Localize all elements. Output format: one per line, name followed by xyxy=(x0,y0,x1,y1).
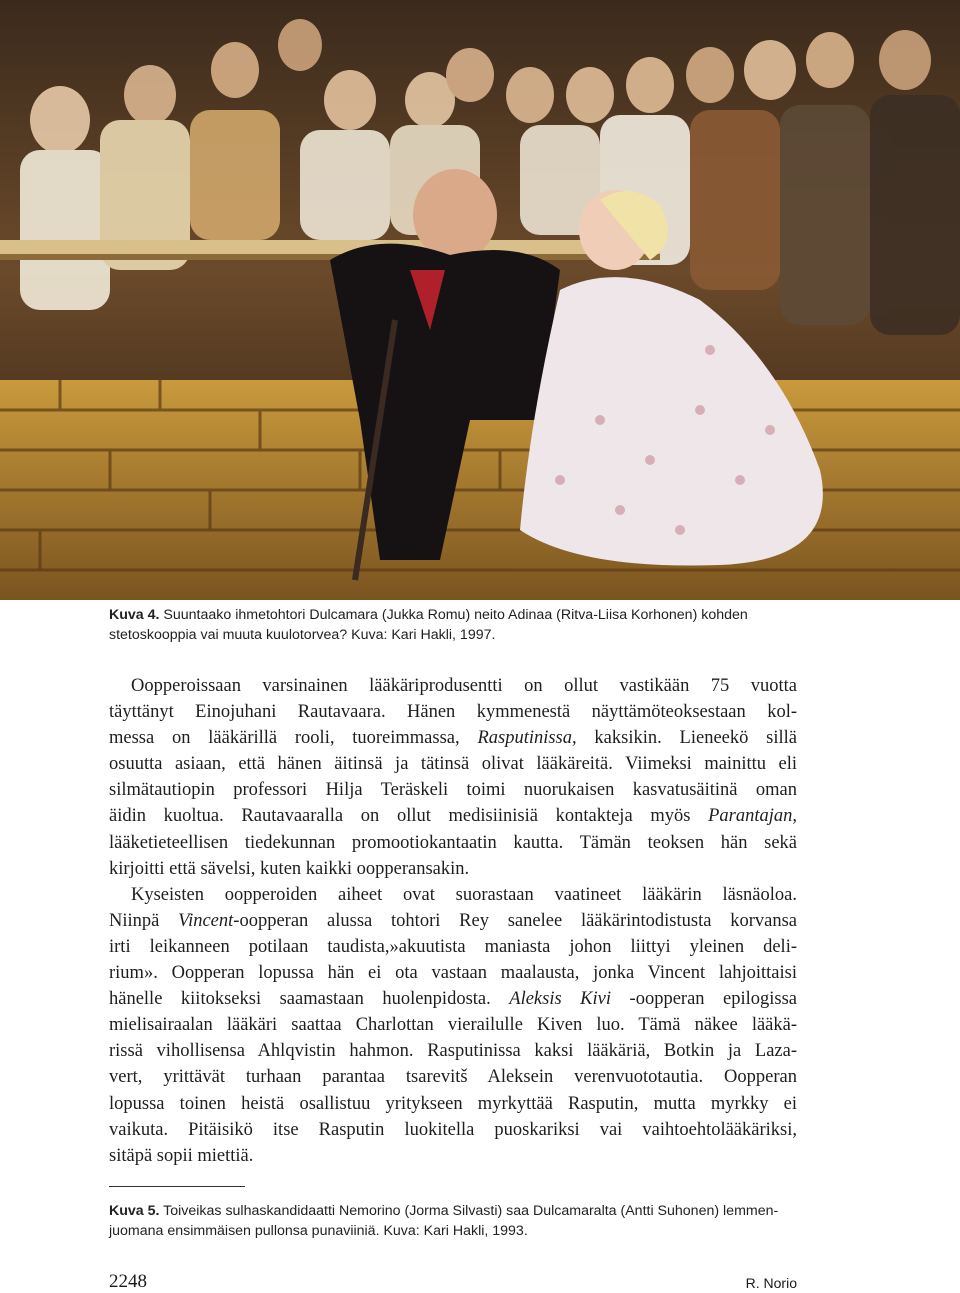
photo-caption-5 xyxy=(109,1201,809,1241)
caption-5-label: Kuva 5. xyxy=(109,1203,160,1219)
body-line: lopussa toinen heistä osallistuu yritykseen myrkyttää Rasputin, mutta myrkky ei xyxy=(109,1093,797,1114)
caption-4-line-2: stetoskooppia vai muuta kuulotorvea? Kuva: Kari Hakli, 1997. xyxy=(109,627,496,643)
caption-5-line-2: juomana ensimmäisen pullonsa punaviiniä. Kuva: Kari Hakli, 1993. xyxy=(109,1223,528,1239)
body-line: täyttänyt Einojuhani Rautavaara. Hänen kymmenestä näyttämöteoksestaan kol- xyxy=(109,702,797,723)
photo-caption-4 xyxy=(109,605,809,645)
body-line: Oopperoissaan varsinainen lääkäriprodusentti on ollut vastikään 75 vuotta xyxy=(131,676,797,696)
body-line: Niinpä Vincent-oopperan alussa tohtori Rey sanelee lääkärintodistusta korvansa xyxy=(109,910,798,931)
opera-stage-photo xyxy=(0,0,960,600)
body-line: Kyseisten oopperoiden aiheet ovat suorastaan vaatineet lääkärin läsnäoloa. xyxy=(131,884,797,905)
body-line: osuutta asiaan, että hänen äitinsä ja tätinsä olivat lääkäreitä. Viimeksi mainittu eli xyxy=(109,754,797,775)
caption-4-line-1: Kuva 4. Suuntaako ihmetohtori Dulcamara (Jukka Romu) neito Adinaa (Ritva-Liisa Korhonen) kohden xyxy=(109,607,748,623)
caption-4-label: Kuva 4. xyxy=(109,607,160,623)
body-line: sitäpä sopii miettiä. xyxy=(109,1145,254,1166)
page-number: 2248 xyxy=(109,1271,147,1292)
running-author: R. Norio xyxy=(745,1275,797,1291)
body-line: vert, yrittävät turhaan parantaa tsarevitš Aleksein verenvuototautia. Oopperan xyxy=(109,1067,797,1088)
body-line: mielisairaalan lääkäri saattaa Charlottan vierailulle Kiven luo. Tämä näkee lääkä- xyxy=(109,1015,797,1036)
body-text xyxy=(109,673,797,1169)
body-line: irti leikanneen potilaan taudista,»akuutista maniasta johon liittyi yleinen deli- xyxy=(109,936,797,957)
body-line: silmätautiopin professori Hilja Teräskeli toimi nuorukaisen kasvatusäitinä oman xyxy=(109,780,797,801)
body-line: messa on lääkärillä rooli, tuoreimmassa, Rasputinissa, kaksikin. Lieneekö sillä xyxy=(109,728,797,749)
body-line: hänelle kiitokseksi saamastaan huolenpidosta. Aleksis Kivi -oopperan epilogissa xyxy=(109,989,798,1010)
body-line: lääketieteellisen tiedekunnan promootiokantaatin kautta. Tämän teoksen hän sekä xyxy=(109,832,797,853)
body-line: kirjoitti että sävelsi, kuten kaikki oopperansakin. xyxy=(109,858,470,879)
body-line: äidin kuoltua. Rautavaaralla on ollut medisiinisiä kontakteja myös Parantajan, xyxy=(109,806,797,827)
body-line: rissä vihollisensa Ahlqvistin hahmon. Rasputinissa kaksi lääkäriä, Botkin ja Laza- xyxy=(109,1041,797,1062)
caption-5-line-1: Kuva 5. Toiveikas sulhaskandidaatti Nemorino (Jorma Silvasti) saa Dulcamaralta (Antti Suhonen) lemmen- xyxy=(109,1203,779,1219)
caption-divider xyxy=(109,1186,245,1187)
body-line: rium». Oopperan lopussa hän ei ota vastaan maalausta, jonka Vincent lahjoittaisi xyxy=(109,963,797,984)
body-line: vaikuta. Pitäisikö itse Rasputin luokitella puoskariksi vai vaihtoehtolääkäriksi, xyxy=(109,1119,797,1140)
